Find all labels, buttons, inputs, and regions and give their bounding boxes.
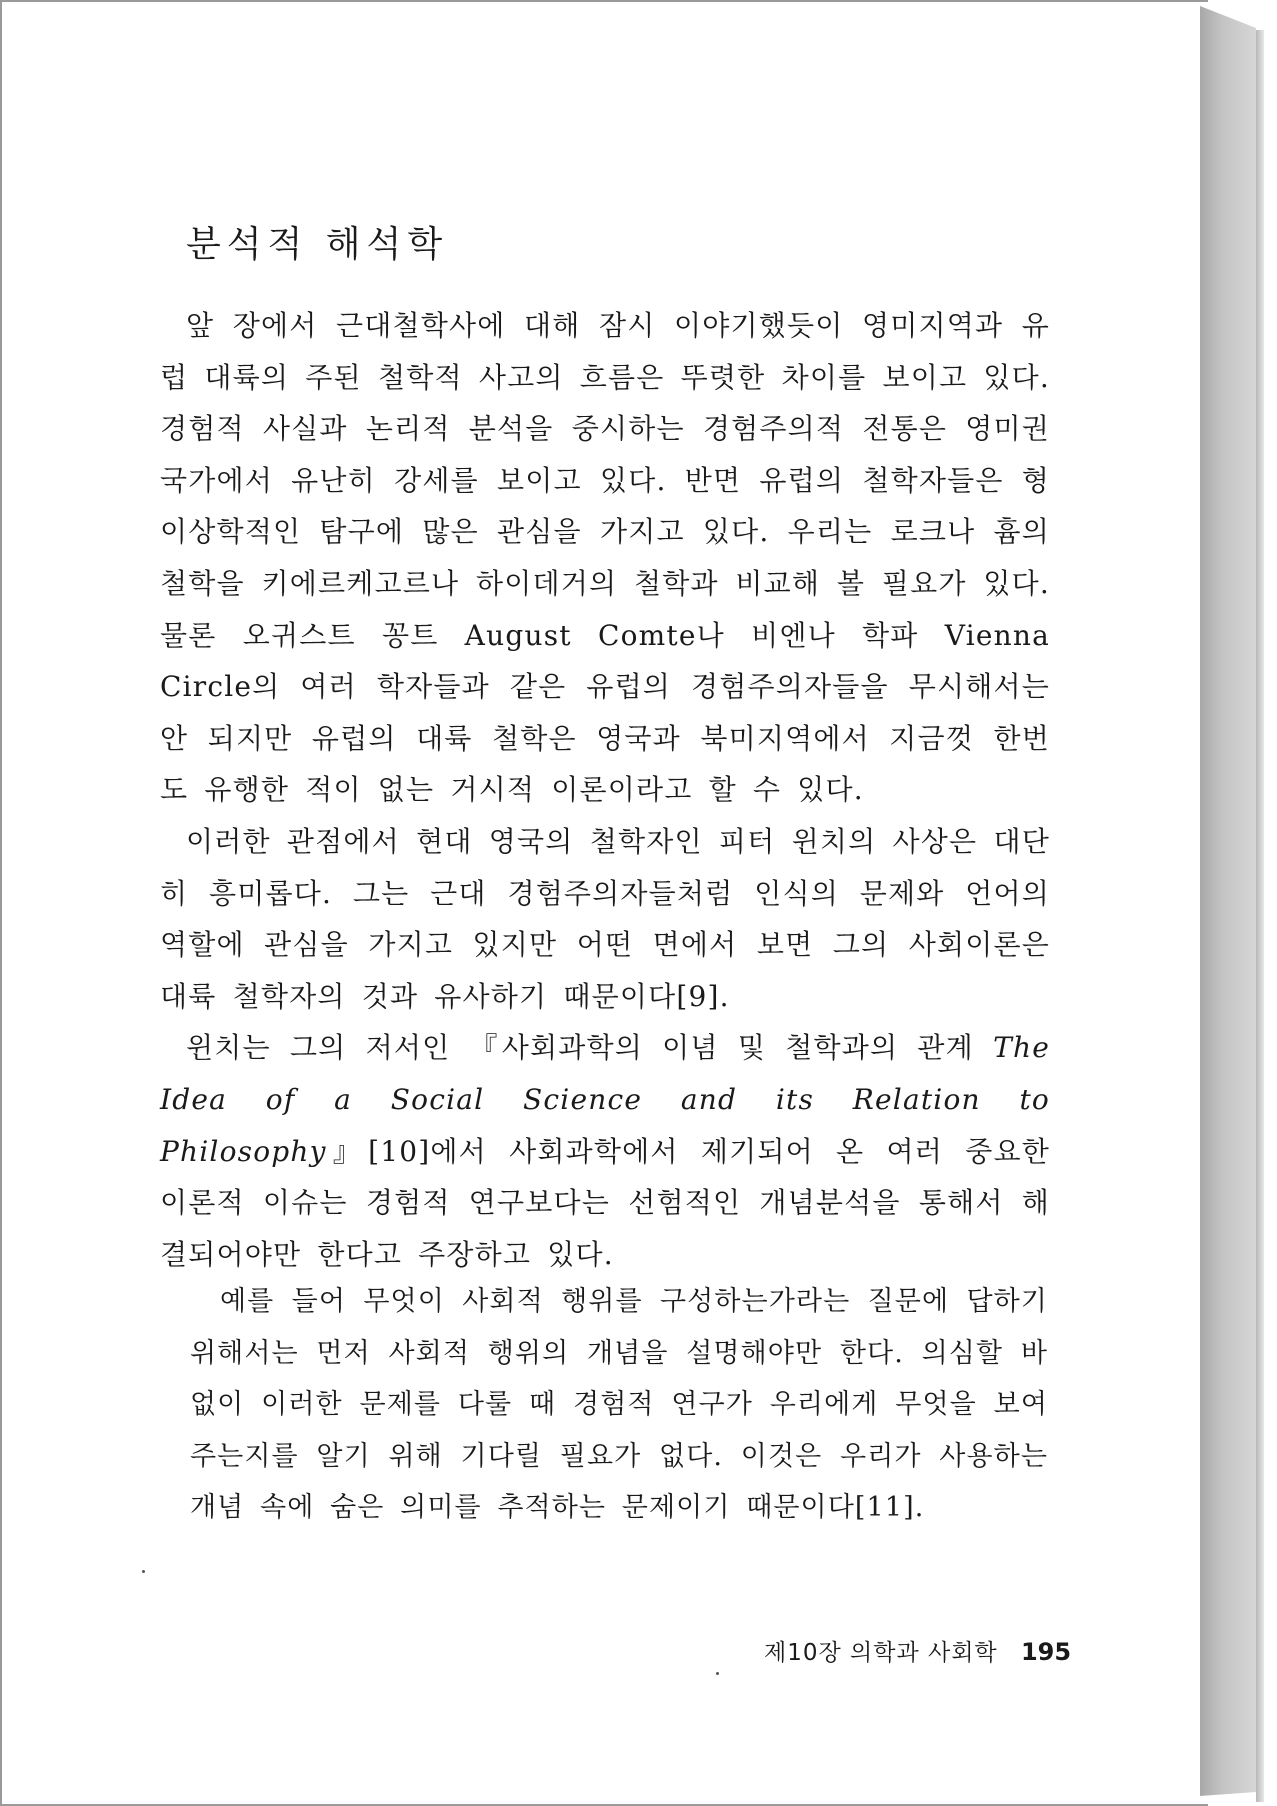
running-footer-chapter: 제10장 의학과 사회학 — [764, 1640, 998, 1666]
paragraph-2: 이러한 관점에서 현대 영국의 철학자인 피터 윈치의 사상은 대단히 흥미롭다. 그는 근대 경험주의자들처럼 인식의 문제와 언어의 역할에 관심을 가지고 있지만 어떤 면에서 보면 그의 사회이론은 대륙 철학자의 것과 유사하기 때문이다[9]. — [160, 824, 1050, 1013]
scan-speck — [142, 1570, 145, 1573]
body-text — [160, 300, 1050, 1280]
page-number: 195 — [1020, 1638, 1072, 1666]
winch-lead: 윈치는 그의 저서인 『사회과학의 이념 및 철학과의 관계 — [186, 1031, 994, 1065]
page-edge-shadow — [1256, 30, 1264, 1802]
book-title-english: The Idea of a Social Science and its Relation to Philosophy — [160, 1031, 1050, 1168]
paragraph-3 — [160, 1022, 1050, 1280]
winch-rest: 』[10]에서 사회과학에서 제기되어 온 여러 중요한 이론적 이슈는 경험적 연구보다는 선험적인 개념분석을 통해서 해결되어야만 한다고 주장하고 있다. — [160, 1134, 1050, 1271]
page-footer — [764, 1634, 1071, 1667]
section-heading: 분석적 해석학 — [186, 224, 449, 265]
paragraph-1: 앞 장에서 근대철학사에 대해 잠시 이야기했듯이 영미지역과 유럽 대륙의 주된 철학적 사고의 흐름은 뚜렷한 차이를 보이고 있다. 경험적 사실과 논리적 분석을 중시하는 경험주의적 전통은 영미권 국가에서 유난히 강세를 보이고 있다. 반면 유럽의 철학자들은 형이상학적인 탐구에 많은 관심을 가지고 있다. 우리는 로크나 흄의 철학을 키에르케고르나 하이데거의 철학과 비교해 볼 필요가 있다. 물론 오귀스트 꽁트 August Comte나 비엔나 학파 Vienna Circle의 여러 학자들과 같은 유럽의 경험주의자들을 무시해서는 안 되지만 유럽의 대륙 철학은 영국과 북미지역에서 지금껏 한번도 유행한 적이 없는 거시적 이론이라고 할 수 있다. — [160, 309, 1050, 807]
page-edge — [1200, 6, 1256, 1796]
block-quote: 예를 들어 무엇이 사회적 행위를 구성하는가라는 질문에 답하기 위해서는 먼저 사회적 행위의 개념을 설명해야만 한다. 의심할 바 없이 이러한 문제를 다룰 때 경험적 연구가 우리에게 무엇을 보여주는지를 알기 위해 기다릴 필요가 없다. 이것은 우리가 사용하는 개념 속에 숨은 의미를 추적하는 문제이기 때문이다[11]. — [190, 1286, 1048, 1524]
scan-speck — [716, 1672, 719, 1675]
